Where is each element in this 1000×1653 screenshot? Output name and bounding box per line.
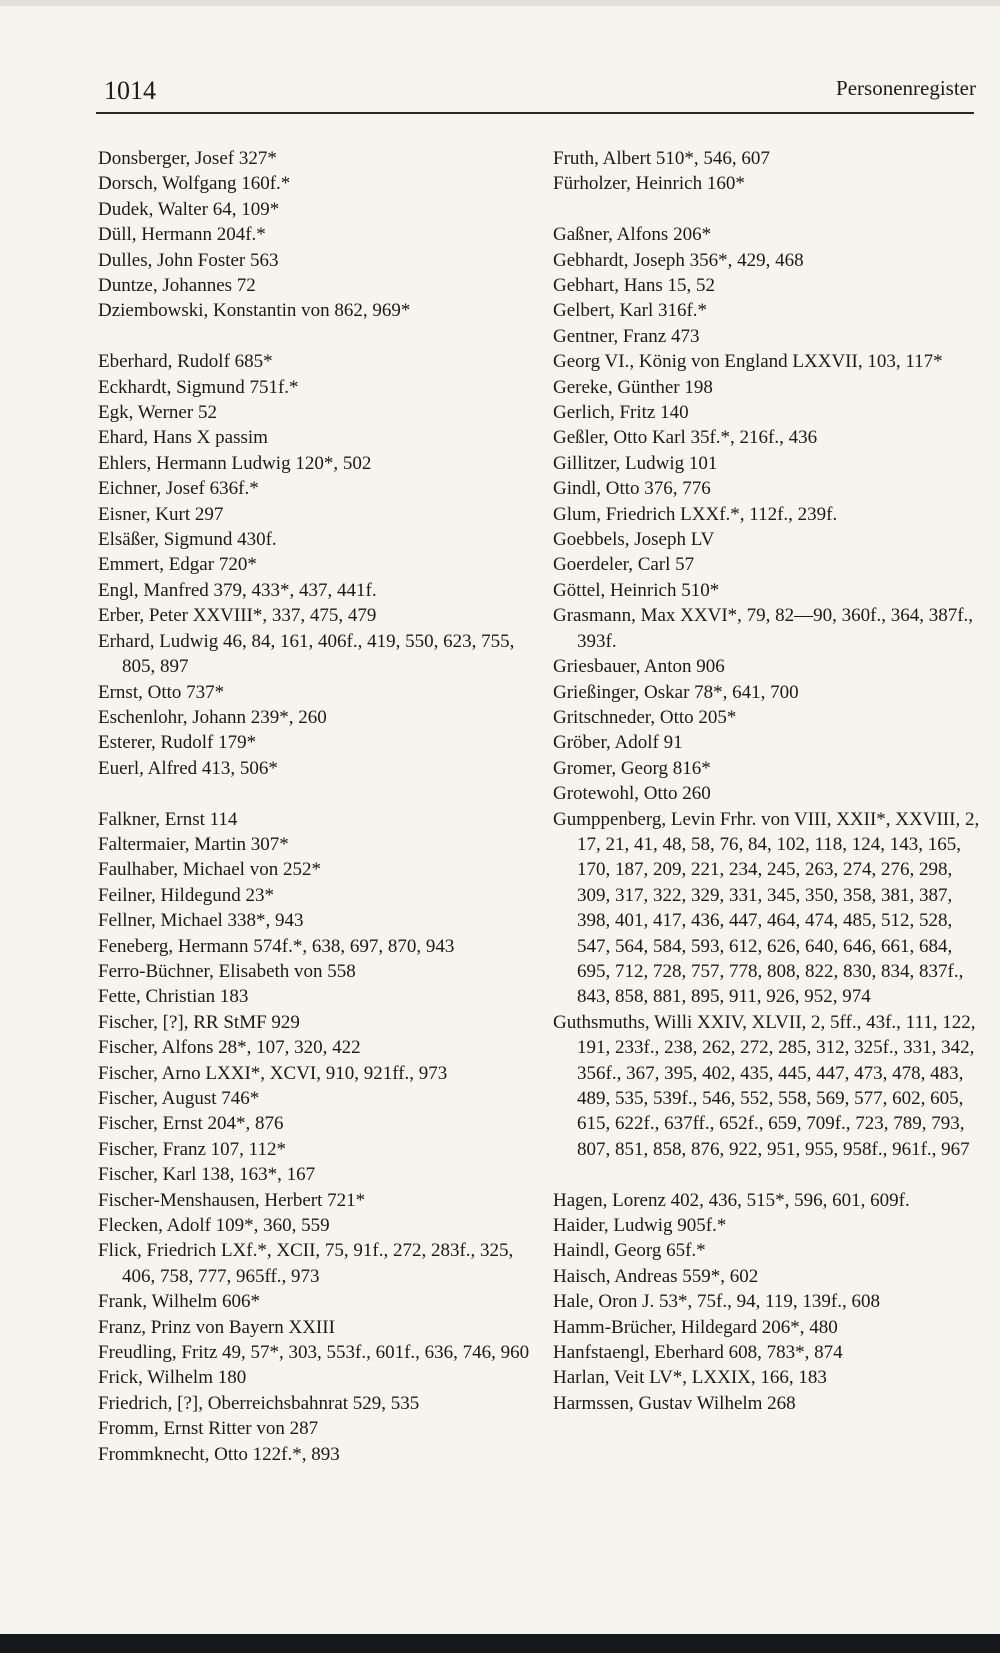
index-entry: Grießinger, Oskar 78*, 641, 700 bbox=[553, 681, 799, 703]
index-entry: Gerlich, Fritz 140 bbox=[553, 402, 689, 424]
index-entry: Goebbels, Joseph LV bbox=[553, 529, 715, 551]
index-entry: Dulles, John Foster 563 bbox=[98, 249, 279, 271]
index-entry: Fischer, August 746* bbox=[98, 1088, 260, 1109]
index-entry: Dziembowski, Konstantin von 862, 969* bbox=[98, 300, 411, 322]
index-entry: Georg VI., König von England LXXVII, 103, 117* bbox=[553, 351, 943, 373]
index-entry: Erber, Peter XXVIII*, 337, 475, 479 bbox=[98, 605, 377, 627]
index-entry: Glum, Friedrich LXXf.*, 112f., 239f. bbox=[553, 503, 838, 525]
index-entry: Donsberger, Josef 327* bbox=[98, 148, 277, 169]
section-gap bbox=[553, 197, 983, 222]
index-entry: Fischer, Alfons 28*, 107, 320, 422 bbox=[98, 1037, 361, 1059]
index-entry: Gromer, Georg 816* bbox=[553, 757, 711, 779]
index-entry: Egk, Werner 52 bbox=[98, 402, 217, 424]
index-entry: Gentner, Franz 473 bbox=[553, 325, 700, 347]
index-entry: Falkner, Ernst 114 bbox=[98, 808, 238, 830]
index-column-left bbox=[98, 146, 538, 1467]
index-entry: Faulhaber, Michael von 252* bbox=[98, 859, 321, 881]
index-entry: Fellner, Michael 338*, 943 bbox=[98, 910, 304, 932]
index-entry: Ehlers, Hermann Ludwig 120*, 502 bbox=[98, 452, 372, 474]
index-entry: Flick, Friedrich LXf.*, XCII, 75, 91f., 272, 283f., 325, 406, 758, 777, 965ff., 973 bbox=[98, 1240, 514, 1287]
index-entry: Dorsch, Wolfgang 160f.* bbox=[98, 173, 291, 195]
index-entry: Frick, Wilhelm 180 bbox=[98, 1367, 247, 1389]
index-entry: Harmssen, Gustav Wilhelm 268 bbox=[553, 1392, 796, 1414]
index-entry: Fruth, Albert 510*, 546, 607 bbox=[553, 148, 770, 169]
index-entry: Gritschneder, Otto 205* bbox=[553, 706, 737, 728]
index-entry: Eisner, Kurt 297 bbox=[98, 503, 224, 525]
index-entry: Freudling, Fritz 49, 57*, 303, 553f., 601f., 636, 746, 960 bbox=[98, 1342, 530, 1364]
index-entry: Eschenlohr, Johann 239*, 260 bbox=[98, 706, 327, 728]
index-entry: Euerl, Alfred 413, 506* bbox=[98, 757, 278, 779]
index-entry: Erhard, Ludwig 46, 84, 161, 406f., 419, 550, 623, 755, 805, 897 bbox=[98, 630, 515, 678]
index-entry: Gelbert, Karl 316f.* bbox=[553, 300, 708, 322]
index-entry: Esterer, Rudolf 179* bbox=[98, 732, 257, 754]
index-entry: Haindl, Georg 65f.* bbox=[553, 1240, 706, 1262]
index-entry: Dudek, Walter 64, 109* bbox=[98, 198, 280, 220]
index-entry: Frank, Wilhelm 606* bbox=[98, 1291, 260, 1313]
section-gap bbox=[98, 324, 538, 349]
index-entry: Gindl, Otto 376, 776 bbox=[553, 478, 711, 500]
index-entry: Gaßner, Alfons 206* bbox=[553, 224, 712, 246]
index-entry: Fette, Christian 183 bbox=[98, 986, 249, 1008]
index-entry: Feneberg, Hermann 574f.*, 638, 697, 870, 943 bbox=[98, 935, 455, 957]
index-entry: Haisch, Andreas 559*, 602 bbox=[553, 1265, 759, 1287]
index-entry: Hagen, Lorenz 402, 436, 515*, 596, 601, 609f. bbox=[553, 1189, 910, 1211]
index-entry: Fischer, Arno LXXI*, XCVI, 910, 921ff., 973 bbox=[98, 1062, 448, 1084]
index-entry: Grasmann, Max XXVI*, 79, 82—90, 360f., 364, 387f., 393f. bbox=[553, 605, 974, 652]
index-entry: Grotewohl, Otto 260 bbox=[553, 783, 711, 805]
index-entry: Hanfstaengl, Eberhard 608, 783*, 874 bbox=[553, 1342, 843, 1364]
index-entry: Fürholzer, Heinrich 160* bbox=[553, 173, 745, 195]
index-entry: Duntze, Johannes 72 bbox=[98, 275, 256, 297]
header-rule bbox=[96, 112, 974, 114]
index-entry: Elsäßer, Sigmund 430f. bbox=[98, 529, 277, 551]
index-entry: Guthsmuths, Willi XXIV, XLVII, 2, 5ff., 43f., 111, 122, 191, 233f., 238, 262, 272, 285, 312, 325f., 331, 342, 356f., 367, 395, 402, 435, 445, 447, 473, 478, 483, 489, 535, 539f., 546, 552, 558, 569, 577, 602, 605, 615, 622f., 637ff., 652f., 659, 709f., 723, 789, 793, 807, 851, 858, 876, 922, 951, 955, 958f., 961f., 967 bbox=[553, 1011, 976, 1160]
index-entry: Ferro-Büchner, Elisabeth von 558 bbox=[98, 960, 356, 982]
index-entry: Geßler, Otto Karl 35f.*, 216f., 436 bbox=[553, 427, 818, 449]
index-entry: Düll, Hermann 204f.* bbox=[98, 224, 266, 246]
index-entry: Emmert, Edgar 720* bbox=[98, 554, 257, 576]
index-entry: Göttel, Heinrich 510* bbox=[553, 579, 720, 601]
page-header bbox=[96, 72, 976, 112]
index-entry: Fromm, Ernst Ritter von 287 bbox=[98, 1418, 319, 1440]
index-entry: Harlan, Veit LV*, LXXIX, 166, 183 bbox=[553, 1367, 827, 1389]
index-entry: Gereke, Günther 198 bbox=[553, 376, 713, 398]
section-gap bbox=[553, 1162, 983, 1187]
index-entry: Feilner, Hildegund 23* bbox=[98, 884, 275, 906]
index-entry: Hale, Oron J. 53*, 75f., 94, 119, 139f., 608 bbox=[553, 1291, 881, 1313]
index-entry: Ehard, Hans X passim bbox=[98, 427, 268, 449]
index-entry: Fischer, Karl 138, 163*, 167 bbox=[98, 1164, 316, 1186]
index-entry: Gröber, Adolf 91 bbox=[553, 732, 683, 754]
index-entry: Goerdeler, Carl 57 bbox=[553, 554, 695, 576]
section-gap bbox=[98, 781, 538, 806]
index-entry: Griesbauer, Anton 906 bbox=[553, 656, 725, 678]
page-edge-top bbox=[0, 0, 1000, 6]
index-entry: Engl, Manfred 379, 433*, 437, 441f. bbox=[98, 579, 377, 601]
index-entry: Fischer, [?], RR StMF 929 bbox=[98, 1011, 300, 1033]
index-entry: Eichner, Josef 636f.* bbox=[98, 478, 259, 500]
index-entry: Gebhart, Hans 15, 52 bbox=[553, 275, 715, 297]
index-entry: Fischer, Ernst 204*, 876 bbox=[98, 1113, 284, 1135]
index-entry: Frommknecht, Otto 122f.*, 893 bbox=[98, 1443, 340, 1465]
index-entry: Gillitzer, Ludwig 101 bbox=[553, 452, 718, 474]
page-edge-bottom bbox=[0, 1634, 1000, 1653]
index-entry: Eberhard, Rudolf 685* bbox=[98, 351, 273, 373]
index-entry: Flecken, Adolf 109*, 360, 559 bbox=[98, 1215, 330, 1237]
index-entry: Fischer, Franz 107, 112* bbox=[98, 1138, 286, 1160]
running-title: Personenregister bbox=[836, 76, 976, 100]
index-entry: Hamm-Brücher, Hildegard 206*, 480 bbox=[553, 1316, 838, 1338]
index-entry: Haider, Ludwig 905f.* bbox=[553, 1215, 727, 1237]
index-entry: Gumppenberg, Levin Frhr. von VIII, XXII*, XXVIII, 2, 17, 21, 41, 48, 58, 76, 84, 102, 118, 124, 143, 165, 170, 187, 209, 221, 234, 245, 263, 274, 276, 298, 309, 317, 322, 329, 331, 345, 350, 358, 381, 387, 398, 401, 417, 436, 447, 464, 474, 485, 512, 528, 547, 564, 584, 593, 612, 626, 640, 646, 661, 684, 695, 712, 728, 757, 778, 808, 822, 830, 834, 837f., 843, 858, 881, 895, 911, 926, 952, 974 bbox=[553, 808, 980, 1008]
index-entry: Friedrich, [?], Oberreichsbahnrat 529, 535 bbox=[98, 1392, 420, 1414]
index-entry: Eckhardt, Sigmund 751f.* bbox=[98, 376, 299, 398]
index-entry: Ernst, Otto 737* bbox=[98, 681, 225, 703]
index-entry: Franz, Prinz von Bayern XXIII bbox=[98, 1316, 335, 1338]
index-entry: Fischer-Menshausen, Herbert 721* bbox=[98, 1189, 366, 1211]
index-column-right bbox=[553, 146, 983, 1416]
index-entry: Gebhardt, Joseph 356*, 429, 468 bbox=[553, 249, 804, 271]
index-entry: Faltermaier, Martin 307* bbox=[98, 833, 289, 855]
page-number: 1014 bbox=[104, 76, 156, 105]
